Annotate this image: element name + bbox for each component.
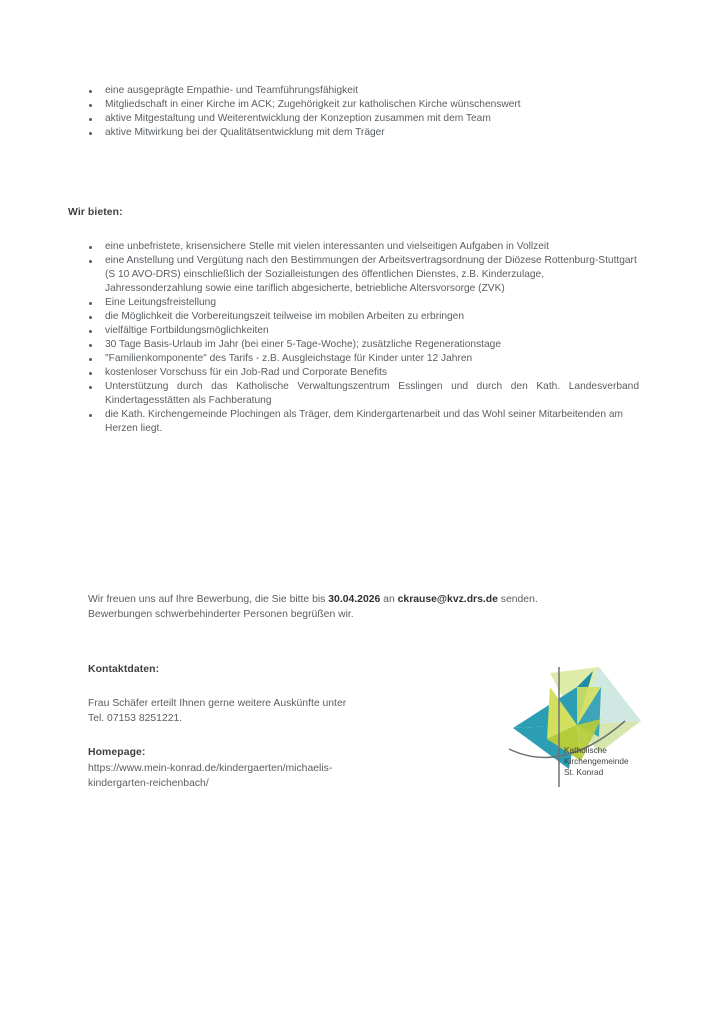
- homepage-url[interactable]: [88, 762, 508, 791]
- list-item: eine unbefristete, krisensichere Stelle mit vielen interessanten und vielseitigen Aufgaben in Vollzeit: [88, 240, 639, 254]
- requirements-bullets: [88, 84, 638, 140]
- homepage-url-line-2[interactable]: kindergarten-reichenbach/: [88, 777, 209, 789]
- homepage-url-line-1[interactable]: https://www.mein-konrad.de/kindergaerten/michaelis-: [88, 763, 333, 774]
- application-middle-text: an: [380, 594, 398, 605]
- list-item: die Möglichkeit die Vorbereitungszeit teilweise im mobilen Arbeiten zu erbringen: [88, 310, 639, 324]
- offer-bullets: [88, 240, 639, 436]
- list-item: vielfältige Fortbildungsmöglichkeiten: [88, 324, 639, 338]
- logo-text-line-2: Kirchengemeinde: [564, 756, 629, 767]
- list-item: aktive Mitwirkung bei der Qualitätsentwicklung mit dem Träger: [88, 126, 638, 140]
- list-item: 30 Tage Basis-Urlaub im Jahr (bei einer 5-Tage-Woche); zusätzliche Regenerationstage: [88, 338, 639, 352]
- application-tail-text: senden. Bewerbungen schwerbehinderter Personen begrüßen wir.: [88, 594, 538, 620]
- list-item: "Familienkomponente" des Tarifs - z.B. Ausgleichstage für Kinder unter 12 Jahren: [88, 352, 639, 366]
- requirements-list: [88, 84, 638, 140]
- contact-heading: Kontaktdaten:: [88, 664, 160, 675]
- offer-list: [88, 240, 639, 436]
- list-item: kostenloser Vorschuss für ein Job-Rad und Corporate Benefits: [88, 366, 639, 380]
- contact-details: [88, 697, 488, 726]
- offer-heading: Wir bieten:: [68, 207, 123, 218]
- list-item: eine ausgeprägte Empathie- und Teamführungsfähigkeit: [88, 84, 638, 98]
- application-lead-text: Wir freuen uns auf Ihre Bewerbung, die Sie bitte bis: [88, 594, 329, 605]
- logo-wordmark: [564, 745, 629, 779]
- contact-phone-line: Tel. 07153 8251221.: [88, 712, 183, 724]
- logo-text-line-1: Katholische: [564, 745, 607, 755]
- contact-person-line: Frau Schäfer erteilt Ihnen gerne weitere Auskünfte unter: [88, 698, 347, 709]
- list-item: eine Anstellung und Vergütung nach den Bestimmungen der Arbeitsvertragsordnung der Diözese Rottenburg-Stuttgart (S 10 AVO-DRS) einschließlich der Sozialleistungen des öffentlichen Dienstes, z.B. Kinderzulage, Jahressonderzahlung sowie eine tariflich abgesicherte, betriebliche Altersvorsorge (ZVK): [88, 254, 639, 296]
- application-deadline: 30.04.2026: [328, 594, 381, 605]
- application-paragraph: [88, 593, 588, 622]
- list-item: Mitgliedschaft in einer Kirche im ACK; Zugehörigkeit zur katholischen Kirche wünschenswert: [88, 98, 638, 112]
- list-item: aktive Mitgestaltung und Weiterentwicklung der Konzeption zusammen mit dem Team: [88, 112, 638, 126]
- list-item: Eine Leitungsfreistellung: [88, 296, 639, 310]
- list-item: die Kath. Kirchengemeinde Plochingen als Träger, dem Kindergartenarbeit und das Wohl seiner Mitarbeitenden am Herzen liegt.: [88, 408, 639, 436]
- homepage-heading: Homepage:: [88, 747, 146, 758]
- katholische-kirchengemeinde-st-konrad-logo: [503, 665, 653, 793]
- list-item: Unterstützung durch das Katholische Verwaltungszentrum Esslingen und durch den Kath. Landesverband Kindertagesstätten als Fachberatung: [88, 380, 639, 408]
- application-email: ckrause@kvz.drs.de: [397, 594, 498, 605]
- logo-text-line-3: St. Konrad: [564, 767, 604, 778]
